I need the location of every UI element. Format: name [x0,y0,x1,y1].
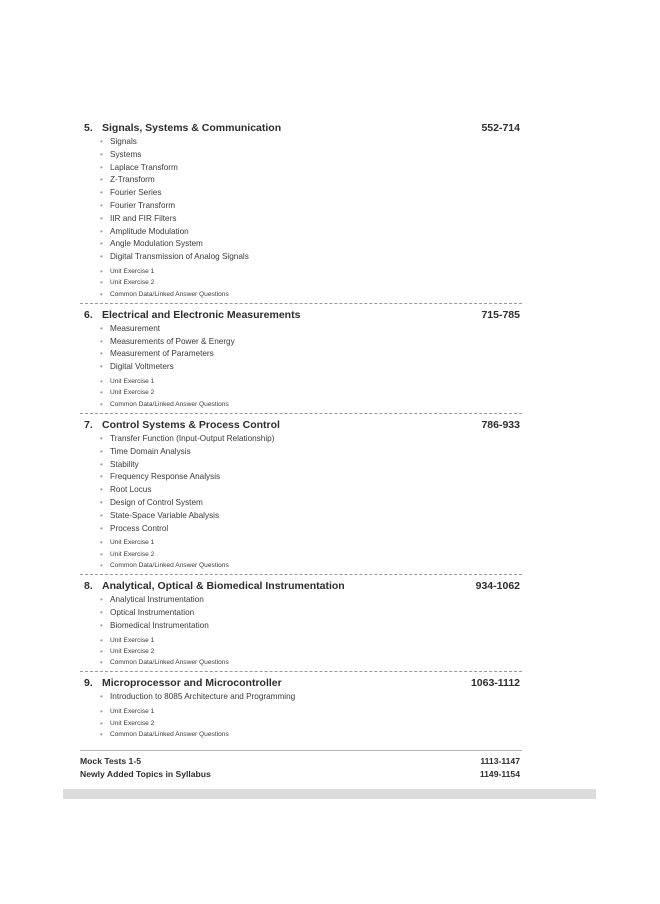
topic-item[interactable] [80,238,522,251]
topic-label: Biomedical Instrumentation [110,620,209,630]
bullet-icon: • [100,646,103,656]
topic-label: Fourier Series [110,188,162,198]
bullet-icon: • [100,323,103,333]
topic-item[interactable] [80,187,522,200]
exercise-list [80,635,522,669]
toc-section [80,676,522,740]
table-of-contents [80,121,522,781]
topic-item[interactable] [80,594,522,607]
section-title: Signals, Systems & Communication [102,122,282,134]
topic-list [80,594,522,632]
topic-label: Z-Transform [110,175,155,185]
mock-tests-pages: 1113-1147 [480,756,520,767]
topic-label: Measurements of Power & Energy [110,336,235,346]
toc-section [80,579,522,672]
topic-label: Transfer Function (Input-Output Relationship) [110,433,275,443]
topic-item[interactable] [80,523,522,536]
topic-item[interactable] [80,162,522,175]
topic-label: Digital Voltmeters [110,362,174,372]
bullet-icon: • [100,349,103,359]
toc-sections [80,121,522,740]
section-heading[interactable] [80,676,522,690]
bullet-icon: • [100,362,103,372]
section-heading[interactable] [80,121,522,135]
topic-item[interactable] [80,336,522,349]
exercise-label: Unit Exercise 2 [110,719,155,727]
section-title-wrap [80,579,345,593]
exercise-item[interactable] [80,706,522,717]
exercise-item[interactable] [80,729,522,740]
topic-label: Optical Instrumentation [110,608,195,617]
topic-item[interactable] [80,361,522,374]
section-number: 7. [84,418,93,431]
bullet-icon: • [100,692,103,702]
bullet-icon: • [100,213,103,223]
topic-item[interactable] [80,433,522,446]
section-pages: 786-933 [481,418,520,431]
bullet-icon: • [100,433,103,443]
section-pages: 1063-1112 [470,677,520,690]
new-topics-row[interactable] [80,768,522,781]
bullet-icon: • [100,510,103,520]
bullet-icon: • [100,252,103,262]
bullet-icon: • [100,635,103,645]
exercise-item[interactable] [80,266,522,277]
exercise-item[interactable] [80,277,522,288]
bullet-icon: • [100,188,103,198]
exercise-label: Common Data/Linked Answer Questions [110,561,229,569]
bullet-icon: • [100,595,103,605]
bullet-icon: • [100,336,103,346]
exercise-item[interactable] [80,376,522,387]
topic-label: Measurement [110,323,161,333]
exercise-label: Common Data/Linked Answer Questions [110,730,229,738]
topic-label: Amplitude Modulation [110,226,189,236]
new-topics-pages: 1149-1154 [479,769,520,780]
section-title: Control Systems & Process Control [102,418,280,431]
bullet-icon: • [100,497,103,507]
exercise-label: Unit Exercise 2 [110,647,155,655]
exercise-item[interactable] [80,646,522,657]
topic-item[interactable] [80,226,522,239]
exercise-item[interactable] [80,560,522,571]
toc-footer [80,750,522,781]
section-number: 5. [84,122,93,134]
new-topics-label: Newly Added Topics in Syllabus [80,769,211,780]
exercise-list [80,537,522,571]
bullet-icon: • [100,388,103,398]
bullet-icon: • [100,538,103,548]
topic-list [80,691,522,704]
section-title-wrap [80,121,281,135]
topic-label: Laplace Transform [110,162,178,172]
topic-label: Fourier Transform [110,200,176,210]
topic-item[interactable] [80,174,522,187]
exercise-label: Unit Exercise 2 [110,550,155,558]
bullet-icon: • [100,446,103,456]
topic-item[interactable] [80,510,522,523]
exercise-label: Unit Exercise 2 [110,389,155,397]
topic-item[interactable] [80,471,522,484]
topic-list [80,136,522,264]
topic-label: Systems [110,149,142,159]
bullet-icon: • [100,459,103,469]
mock-tests-label: Mock Tests 1-5 [80,756,141,767]
exercise-label: Unit Exercise 1 [110,636,155,644]
section-title: Analytical, Optical & Biomedical Instrumentation [102,580,345,593]
toc-section [80,418,522,575]
bullet-icon: • [100,729,103,739]
topic-item[interactable] [80,213,522,226]
bullet-icon: • [100,226,103,236]
bullet-icon: • [100,149,103,159]
topic-label: Stability [110,459,139,469]
section-number: 6. [84,308,93,321]
bullet-icon: • [100,239,103,249]
section-heading[interactable] [80,579,522,593]
section-title-wrap [80,308,300,322]
bullet-icon: • [100,377,103,387]
exercise-label: Unit Exercise 2 [110,279,155,287]
exercise-item[interactable] [80,387,522,398]
topic-label: Signals [110,137,137,146]
bullet-icon: • [100,137,103,146]
exercise-item[interactable] [80,537,522,548]
topic-label: Frequency Response Analysis [110,472,221,482]
topic-label: Root Locus [110,485,152,495]
topic-item[interactable] [80,200,522,213]
topic-item[interactable] [80,607,522,620]
bullet-icon: • [100,608,103,617]
topic-item[interactable] [80,136,522,149]
topic-item[interactable] [80,459,522,472]
exercise-list [80,266,522,300]
bullet-icon: • [100,278,103,288]
toc-section [80,121,522,304]
topic-label: Time Domain Analysis [110,446,191,456]
section-number: 8. [84,580,93,593]
topic-label: Introduction to 8085 Architecture and Programming [110,692,296,702]
bullet-icon: • [100,620,103,630]
exercise-label: Unit Exercise 1 [110,708,155,716]
page-bottom-bar [63,789,596,799]
section-title: Electrical and Electronic Measurements [102,308,301,321]
bullet-icon: • [100,718,103,728]
section-title: Microprocessor and Microcontroller [102,677,282,690]
exercise-label: Common Data/Linked Answer Questions [110,290,229,298]
topic-label: Process Control [110,523,169,533]
exercise-label: Unit Exercise 1 [110,539,155,547]
exercise-item[interactable] [80,399,522,410]
bullet-icon: • [100,485,103,495]
exercise-item[interactable] [80,635,522,646]
bullet-icon: • [100,200,103,210]
bullet-icon: • [100,175,103,185]
exercise-item[interactable] [80,289,522,300]
exercise-label: Common Data/Linked Answer Questions [110,400,229,408]
section-pages: 715-785 [481,308,520,321]
bullet-icon: • [100,560,103,570]
topic-item[interactable] [80,691,522,704]
section-pages: 552-714 [481,122,520,134]
topic-item[interactable] [80,348,522,361]
topic-item[interactable] [80,323,522,336]
topic-label: Measurement of Parameters [110,349,214,359]
bullet-icon: • [100,399,103,409]
topic-item[interactable] [80,620,522,633]
bullet-icon: • [100,707,103,717]
bullet-icon: • [100,472,103,482]
bullet-icon: • [100,523,103,533]
exercise-item[interactable] [80,718,522,729]
exercise-label: Unit Exercise 1 [110,267,155,275]
topic-item[interactable] [80,251,522,264]
section-title-wrap [80,676,282,690]
topic-item[interactable] [80,497,522,510]
bullet-icon: • [100,289,103,299]
topic-label: Analytical Instrumentation [110,595,204,605]
exercise-label: Common Data/Linked Answer Questions [110,659,229,667]
topic-list [80,433,522,535]
section-heading[interactable] [80,308,522,322]
topic-label: Design of Control System [110,497,203,507]
topic-list [80,323,522,374]
exercise-list [80,376,522,410]
mock-tests-row[interactable] [80,755,522,768]
topic-label: Digital Transmission of Analog Signals [110,252,249,262]
toc-section [80,308,522,414]
section-heading[interactable] [80,418,522,432]
topic-label: Angle Modulation System [110,239,203,249]
topic-item[interactable] [80,446,522,459]
topic-item[interactable] [80,149,522,162]
topic-item[interactable] [80,484,522,497]
topic-label: State-Space Variable Abalysis [110,510,220,520]
section-number: 9. [84,677,93,690]
exercise-label: Unit Exercise 1 [110,378,155,386]
bullet-icon: • [100,266,103,276]
bullet-icon: • [100,549,103,559]
bullet-icon: • [100,162,103,172]
exercise-item[interactable] [80,657,522,668]
bullet-icon: • [100,658,103,668]
topic-label: IIR and FIR Filters [110,213,177,223]
exercise-item[interactable] [80,549,522,560]
section-title-wrap [80,418,280,432]
section-pages: 934-1062 [475,580,520,593]
exercise-list [80,706,522,740]
